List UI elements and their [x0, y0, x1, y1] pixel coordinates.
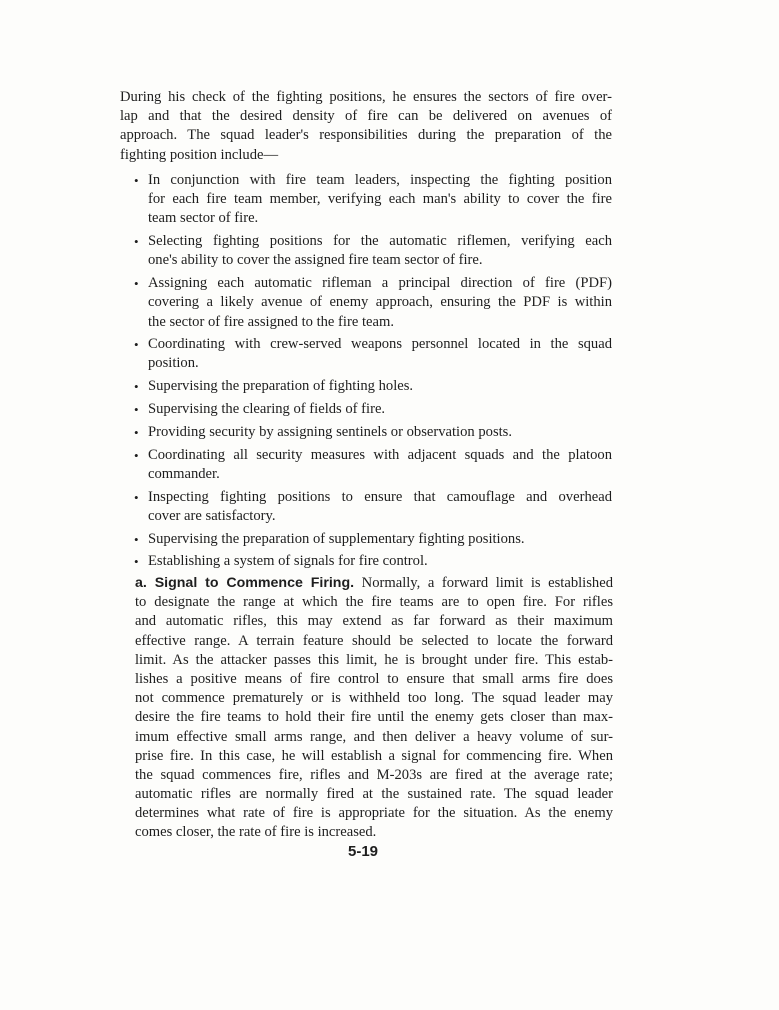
list-item: [134, 423, 612, 442]
text-line: cover are satisfactory.: [148, 507, 276, 524]
list-item: [134, 552, 612, 571]
list-item: [134, 377, 612, 396]
list-item: [134, 446, 612, 484]
text-line: imum effective small arms range, and then deliver a heavy volume of sur-: [135, 728, 613, 745]
text-line: Inspecting fighting positions to ensure that camouflage and overhead: [148, 488, 612, 505]
text-line: limit. As the attacker passes this limit, he is brought under fire. This estab-: [135, 651, 613, 668]
bullet-icon: •: [134, 379, 139, 395]
text-line: lap and that the desired density of fire can be delivered on avenues of: [120, 108, 612, 125]
list-item: [134, 171, 612, 229]
bullet-icon: •: [134, 276, 139, 292]
list-item: [134, 530, 612, 549]
text-line: automatic rifles are normally fired at the sustained rate. The squad leader: [135, 786, 613, 803]
text-line: the squad commences fire, rifles and M-203s are fired at the average rate;: [135, 766, 613, 783]
responsibilities-list: [134, 171, 612, 575]
bullet-icon: •: [134, 424, 139, 440]
text-line: the sector of fire assigned to the fire team.: [148, 313, 394, 330]
list-item: [134, 488, 612, 526]
page-number: 5-19: [348, 843, 379, 860]
bullet-icon: •: [134, 173, 139, 188]
text-line: fighting position include—: [120, 146, 279, 163]
text-line: Coordinating with crew-served weapons personnel located in the squad: [148, 336, 612, 353]
bullet-icon: •: [134, 337, 139, 353]
section-a-first-line: [135, 574, 613, 593]
text-line: team sector of fire.: [148, 210, 259, 227]
text-line: position.: [148, 355, 199, 372]
list-item: [134, 400, 612, 419]
text-line: In conjunction with fire team leaders, inspecting the fighting position: [148, 172, 612, 188]
text-line: covering a likely avenue of enemy approach, ensuring the PDF is within: [148, 294, 612, 311]
section-a-paragraph: [135, 574, 613, 843]
bullet-icon: •: [134, 447, 139, 463]
text-line: approach. The squad leader's responsibilities during the preparation of the: [120, 127, 612, 144]
text-line: prise fire. In this case, he will establish a signal for commencing fire. When: [135, 747, 613, 764]
section-a-heading: a. Signal to Commence Firing.: [135, 575, 355, 591]
text-line: to designate the range at which the fire teams are to open fire. For rifles: [135, 594, 613, 611]
list-item: [134, 274, 612, 332]
text-line: not commence prematurely or is withheld too long. The squad leader may: [135, 690, 613, 707]
text-line: effective range. A terrain feature should be selected to locate the forward: [135, 632, 613, 649]
text-line: Assigning each automatic rifleman a principal direction of fire (PDF): [148, 275, 612, 292]
list-item: [134, 335, 612, 373]
text-line: lishes a positive means of fire control to ensure that small arms fire does: [135, 670, 613, 687]
text-line: one's ability to cover the assigned fire team sector of fire.: [148, 252, 483, 269]
text-line: desire the fire teams to hold their fire until the enemy gets closer than max-: [135, 709, 613, 726]
section-a-first-line-text: Normally, a forward limit is established: [361, 575, 613, 591]
bullet-icon: •: [134, 554, 139, 570]
text-line: Supervising the preparation of fighting holes.: [148, 378, 414, 395]
text-line: determines what rate of fire is appropriate for the situation. As the enemy: [135, 805, 613, 822]
text-line: Establishing a system of signals for fire control.: [148, 553, 428, 570]
text-line: Supervising the preparation of supplementary fighting positions.: [148, 530, 525, 547]
bullet-icon: •: [134, 234, 139, 250]
list-item: [134, 232, 612, 270]
text-line: Selecting fighting positions for the automatic riflemen, verifying each: [148, 233, 612, 250]
text-line: and automatic rifles, this may extend as far forward as their maximum: [135, 613, 613, 630]
intro-paragraph: [120, 88, 612, 165]
text-line: comes closer, the rate of fire is increased.: [135, 824, 377, 841]
text-line: Coordinating all security measures with adjacent squads and the platoon: [148, 446, 612, 463]
text-line: Supervising the clearing of fields of fire.: [148, 401, 386, 418]
text-line: for each fire team member, verifying each man's ability to cover the fire: [148, 191, 612, 208]
bullet-icon: •: [134, 489, 139, 505]
bullet-icon: •: [134, 531, 139, 547]
text-line: Providing security by assigning sentinels or observation posts.: [148, 423, 513, 440]
text-line: commander.: [148, 465, 220, 482]
bullet-icon: •: [134, 402, 139, 418]
text-line: During his check of the fighting positions, he ensures the sectors of fire over-: [120, 89, 612, 105]
